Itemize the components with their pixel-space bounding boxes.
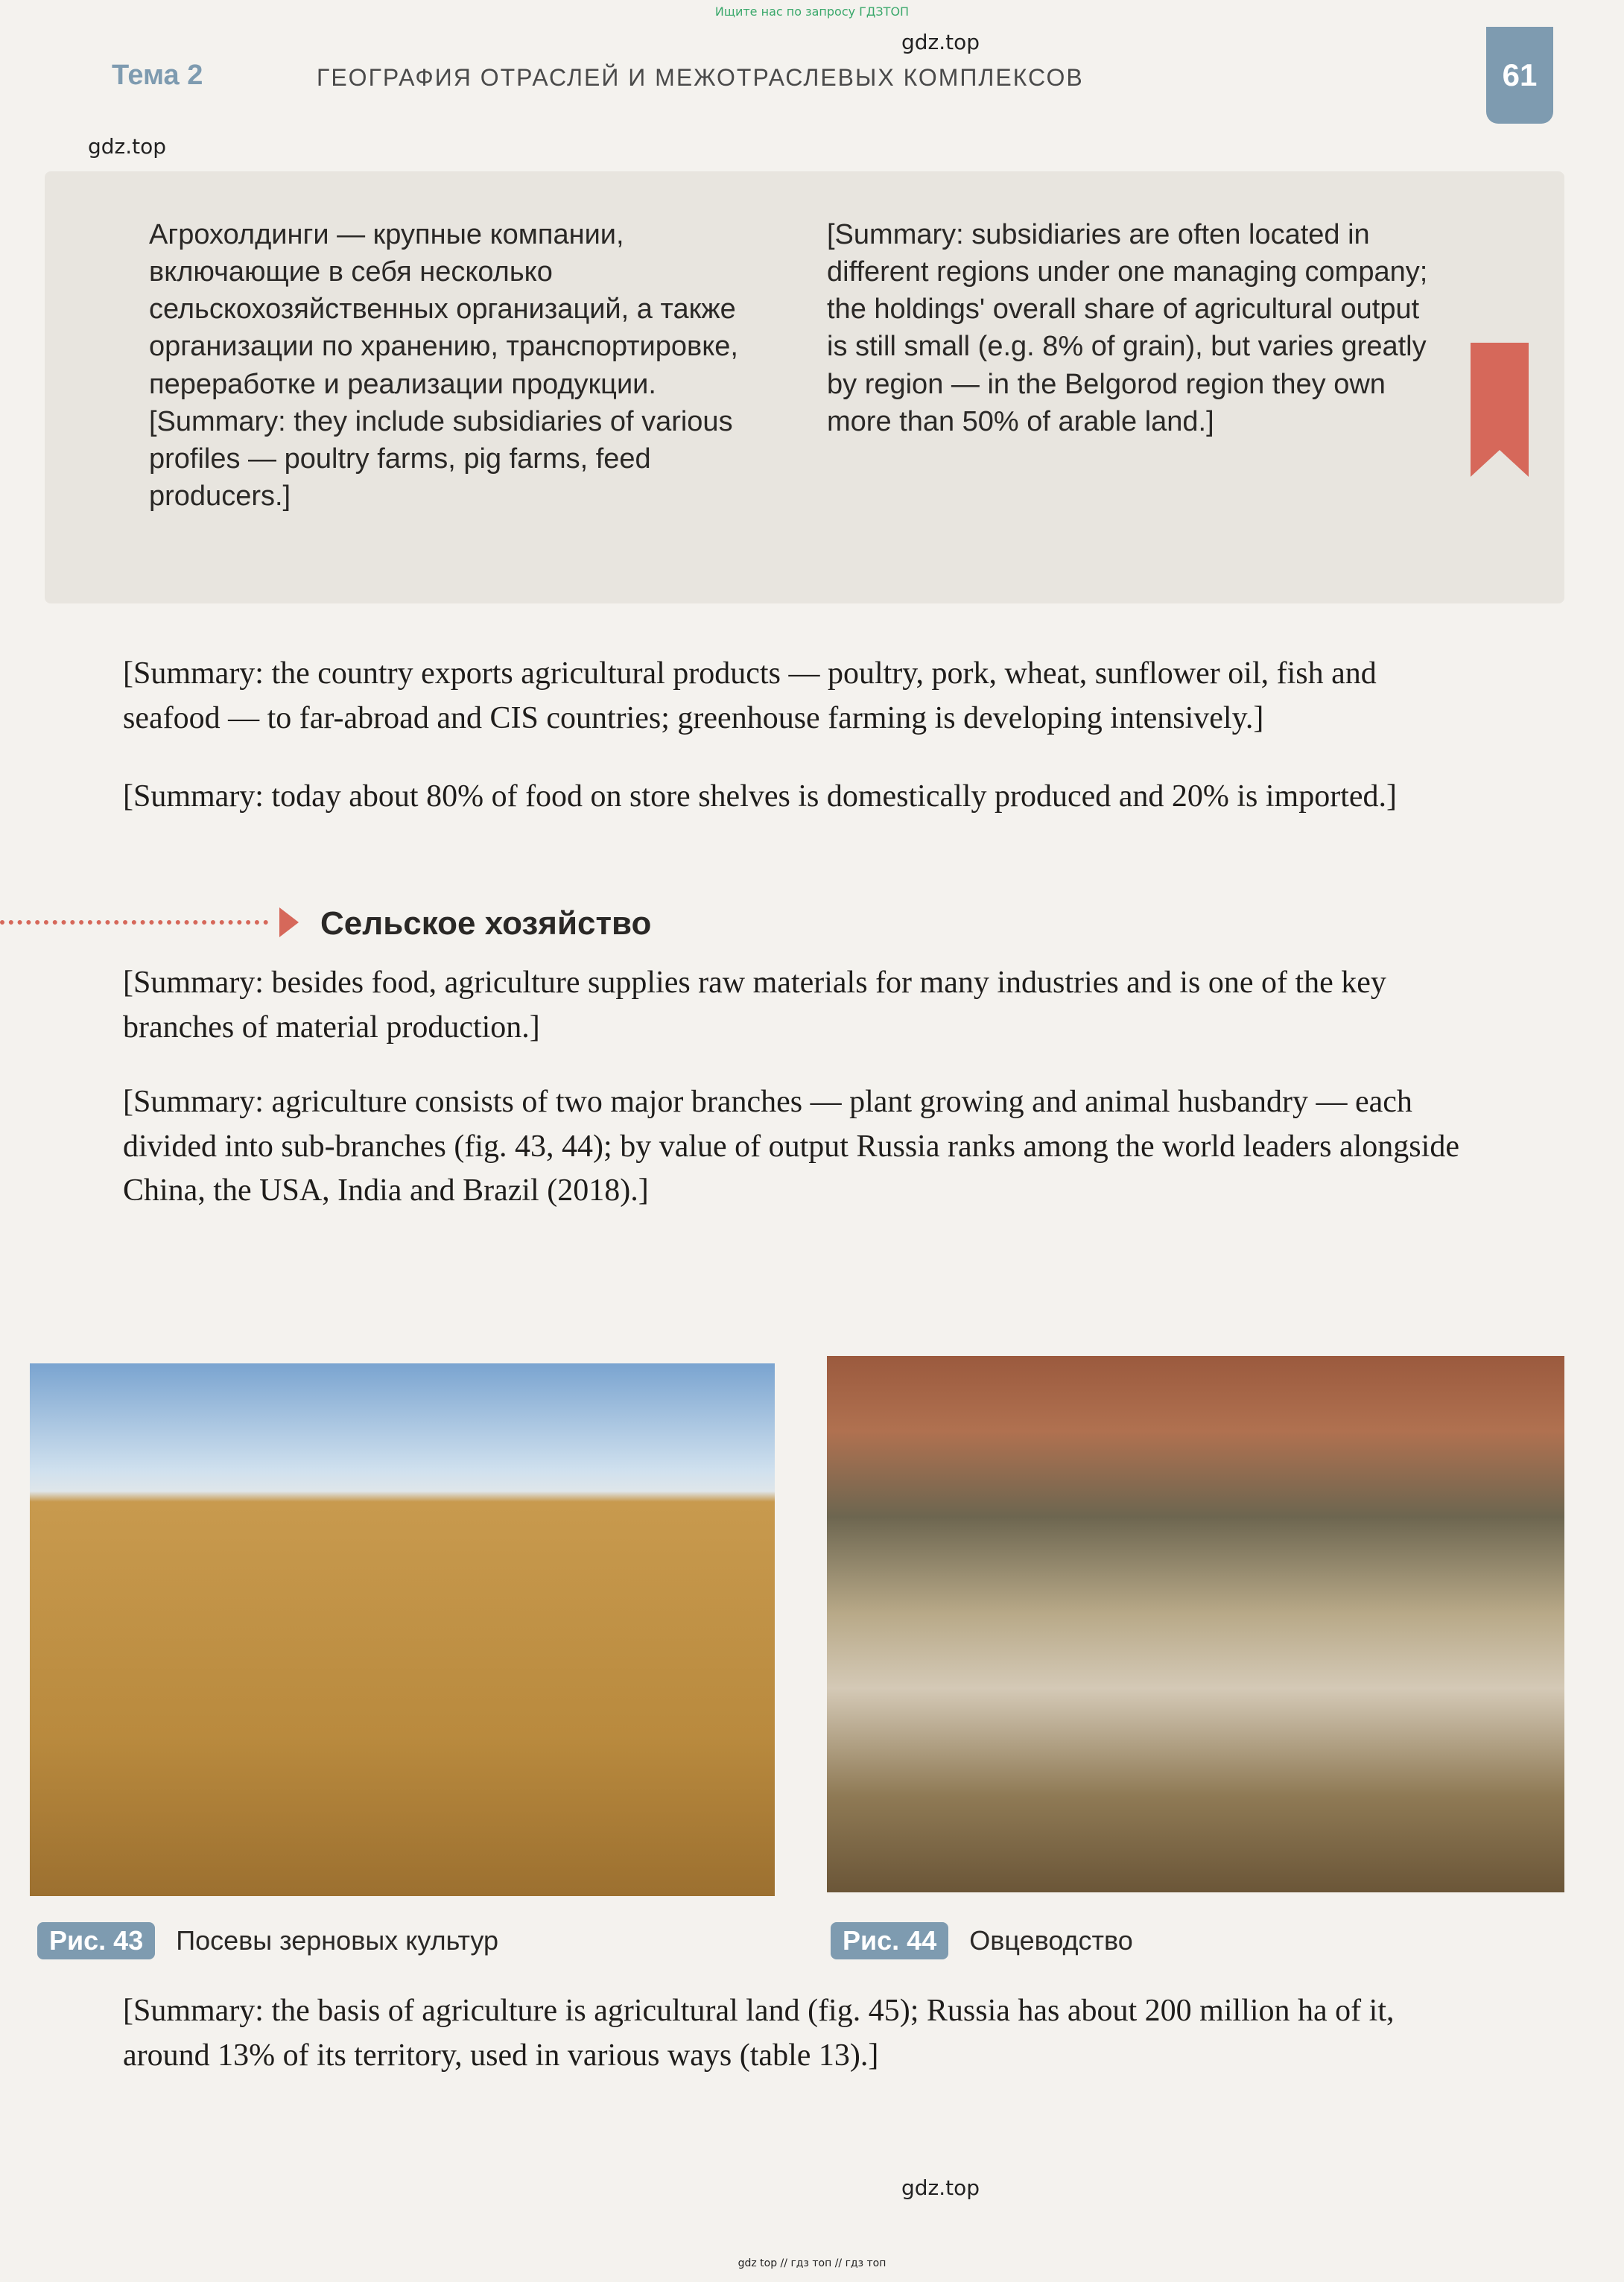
definition-right: [Summary: subsidiaries are often located in different regions under one managing company; the holdings' overall share of agricultural output is still small (e.g. 8% of grain), but varies greatly by region — in the Belgorod region they own more than 50% of arable land.] xyxy=(827,219,1428,437)
figure-44-text: Овцеводство xyxy=(969,1925,1133,1956)
paragraph-branches: [Summary: agriculture consists of two major branches — plant growing and animal husbandry — each divided into sub-branches (fig. 43, 44); by value of output Russia ranks among the world leaders alongside China, the USA, India and Brazil (2018).] xyxy=(123,1085,1459,1208)
topic-label: Тема 2 xyxy=(112,60,203,91)
watermark: gdz.top xyxy=(901,2175,980,2200)
paragraph-land: [Summary: the basis of agriculture is agricultural land (fig. 45); Russia has about 200 million ha of it, around 13% of its territory, used in various ways (table 13).] xyxy=(123,1994,1395,2073)
figure-44-caption xyxy=(831,1922,1133,1959)
figure-43-text: Посевы зерновых культур xyxy=(176,1925,499,1956)
section-arrow-icon xyxy=(279,907,299,937)
figure-44-label: Рис. 44 xyxy=(831,1922,948,1959)
figure-43-label: Рис. 43 xyxy=(37,1922,155,1959)
section-dots xyxy=(0,920,268,925)
footer-watermark: gdz top // гдз топ // гдз топ xyxy=(738,2257,886,2269)
watermark: gdz.top xyxy=(88,134,167,159)
paragraph-food-share: [Summary: today about 80% of food on store shelves is domestically produced and 20% is imported.] xyxy=(123,779,1398,814)
page-number: 61 xyxy=(1486,27,1553,124)
sheep-farm-photo xyxy=(827,1356,1564,1892)
grain-field-photo xyxy=(30,1363,775,1896)
top-note: Ищите нас по запросу ГДЗТОП xyxy=(714,4,910,19)
bookmark-ribbon xyxy=(1471,343,1529,477)
definition-left: Агрохолдинги — крупные компании, включающие в себя несколько сельскохозяйственных организаций, а также организации по хранению, транспортировке, переработке и реализации продукции. [Summary: they include subsidiaries of various profiles — poultry farms, pig farms, feed producers.] xyxy=(149,219,738,513)
running-head: ГЕОГРАФИЯ ОТРАСЛЕЙ И МЕЖОТРАСЛЕВЫХ КОМПЛЕКСОВ xyxy=(317,64,1084,91)
section-title: Сельское хозяйство xyxy=(320,905,652,942)
watermark: gdz.top xyxy=(901,30,980,54)
paragraph-raw-materials: [Summary: besides food, agriculture supplies raw materials for many industries and is one of the key branches of material production.] xyxy=(123,966,1386,1045)
paragraph-exports: [Summary: the country exports agricultural products — poultry, pork, wheat, sunflower oil, fish and seafood — to far-abroad and CIS countries; greenhouse farming is developing intensively.] xyxy=(123,656,1377,735)
page-header xyxy=(112,60,1482,104)
definition-box xyxy=(45,171,1564,603)
figure-43-caption xyxy=(37,1922,498,1959)
